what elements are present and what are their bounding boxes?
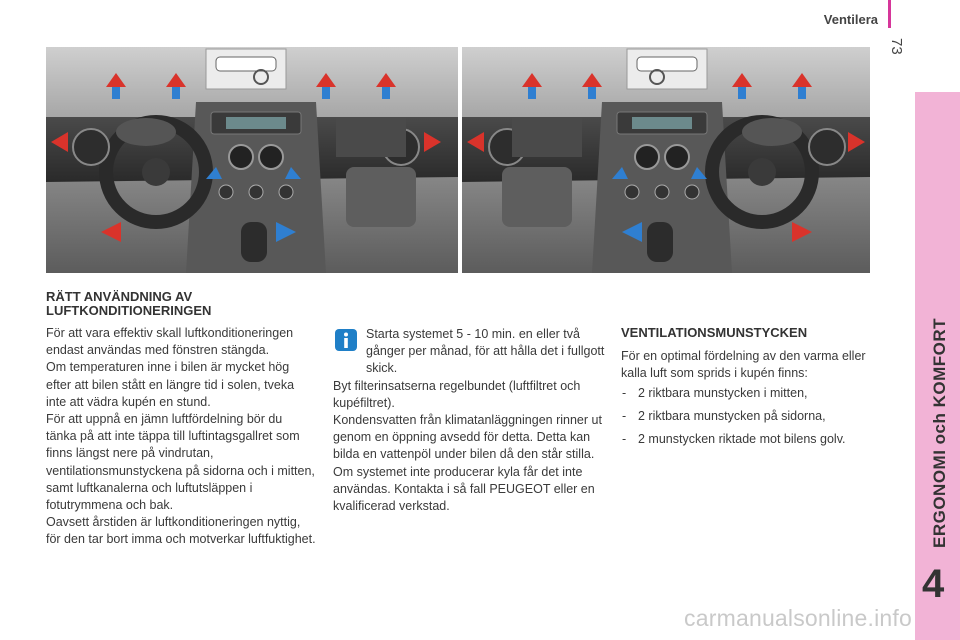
ac-paragraph: Om temperaturen inne i bilen är mycket hög efter att bilen stått en längre tid i solen, tveka inte att vädra kupén en stund. xyxy=(46,360,295,409)
list-item: - 2 riktbara munstycken i mitten, xyxy=(621,385,891,402)
info-paragraph: Om systemet inte producerar kyla får det inte användas. Kontakta i så fall PEUGEOT eller en kvalificerad verkstad. xyxy=(333,464,595,514)
vents-section xyxy=(621,326,891,455)
header-accent-rule xyxy=(888,0,891,28)
vents-heading: VENTILATIONSMUNSTYCKEN xyxy=(621,325,808,340)
info-paragraph: Starta systemet 5 - 10 min. en eller två gånger per månad, för att hålla det i fullgott skick. xyxy=(366,327,605,376)
vents-list xyxy=(621,385,891,449)
ac-paragraph: För att uppnå en jämn luftfördelning bör du tänka på att inte täppa till luftintagsgallret som finns längst nere på vindrutan, ventilationsmunstyckena på sidorna och i mitten, samt luftkanalerna och luftutsläppen i fotutrymmena och bak. xyxy=(46,412,315,513)
chapter-number: 4 xyxy=(922,562,945,606)
ac-paragraph: Oavsett årstiden är luftkonditioneringen nyttig, för den tar bort imma och motverkar luftfuktighet. xyxy=(46,515,316,547)
page-number: 73 xyxy=(888,38,905,55)
list-item: - 2 munstycken riktade mot bilens golv. xyxy=(621,431,891,448)
ac-usage-heading: RÄTT ANVÄNDNING AV LUFTKONDITIONERINGEN xyxy=(46,289,212,318)
ac-paragraph: För att vara effektiv skall luftkonditioneringen endast användas med fönstren stängda. xyxy=(46,326,294,358)
dashboard-lhd-illustration xyxy=(46,47,458,273)
info-paragraph: Kondensvatten från klimatanläggningen rinner ut genom en öppning avsedd för detta. Detta kan bilda en vattenpöl under bilen då den står stilla. xyxy=(333,413,602,462)
info-paragraph: Byt filterinsatserna regelbundet (luftfiltret och kupéfiltret). xyxy=(333,378,581,410)
list-item: - 2 riktbara munstycken på sidorna, xyxy=(621,408,891,425)
info-block xyxy=(333,326,605,515)
ac-usage-section xyxy=(46,290,316,549)
chapter-title: ERGONOMI och KOMFORT xyxy=(930,317,949,548)
watermark: carmanualsonline.info xyxy=(684,605,912,631)
running-header-title: Ventilera xyxy=(823,12,878,27)
dashboard-rhd-illustration xyxy=(462,47,870,273)
vents-intro: För en optimal fördelning av den varma eller kalla luft som sprids i kupén finns: xyxy=(621,348,866,380)
